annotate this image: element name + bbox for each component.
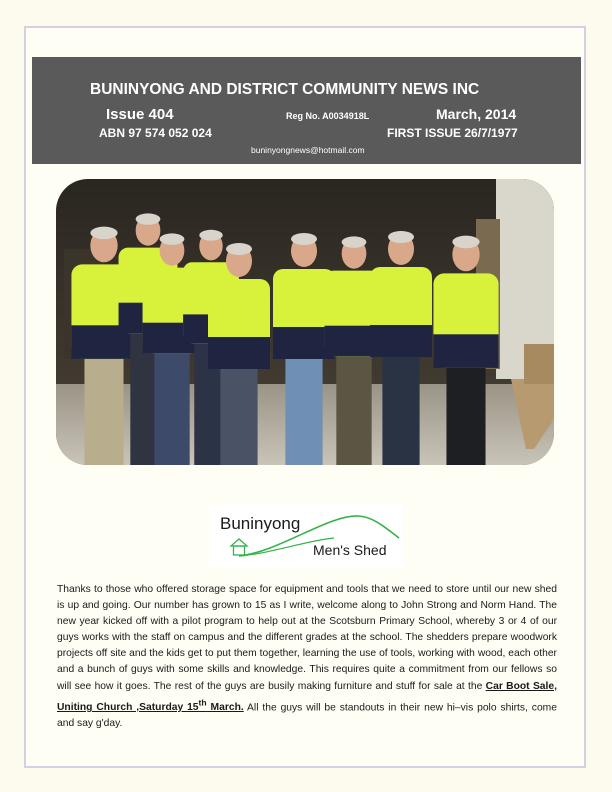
mens-shed-logo <box>209 504 403 567</box>
event-month: March. <box>206 702 244 714</box>
issue-number: Issue 404 <box>106 106 174 123</box>
group-photo-illustration <box>56 179 554 465</box>
article-body <box>57 582 557 732</box>
newsletter-header <box>32 57 581 164</box>
organization-name: BUNINYONG AND DISTRICT COMMUNITY NEWS INC <box>90 81 480 98</box>
article-text-closing: All the guys will be standouts in their new hi–vis polo shirts, come and say g'day. <box>57 702 557 730</box>
logo-text-buninyong: Buninyong <box>220 514 301 533</box>
contact-email: buninyongnews@hotmail.com <box>251 145 365 155</box>
issue-date: March, 2014 <box>436 106 517 122</box>
logo-text-mens-shed: Men's Shed <box>313 542 387 558</box>
article-text-intro: Thanks to those who offered storage space for equipment and tools that we need to store until our new shed is up and going. Our number has grown to 15 as I write, welcome along to John Strong and Norm Hand. The new year kicked off with a pilot program to help out at the Scotsburn Primary School, whereby 3 or 4 of our guys works with the staff on campus and the different grades at the school. The shedders prepare woodwork projects off site and the kids get to put them together, learning the use of tools, working with wood, each other and a bunch of guys with some skills and knowledge. This requires quite a commitment from our fellows so will see how it goes. The rest of the guys are busily making furniture and stuff for sale at the <box>57 584 557 692</box>
house-icon <box>231 539 247 555</box>
first-issue-date: FIRST ISSUE 26/7/1977 <box>387 126 518 140</box>
registration-number: Reg No. A0034918L <box>286 111 370 121</box>
event-name: Car Boot Sale, Uniting Church ,Saturday 15 <box>57 680 557 714</box>
event-date-suffix: th <box>198 697 207 708</box>
abn-number: ABN 97 574 052 024 <box>99 126 212 140</box>
group-photo <box>56 179 554 465</box>
